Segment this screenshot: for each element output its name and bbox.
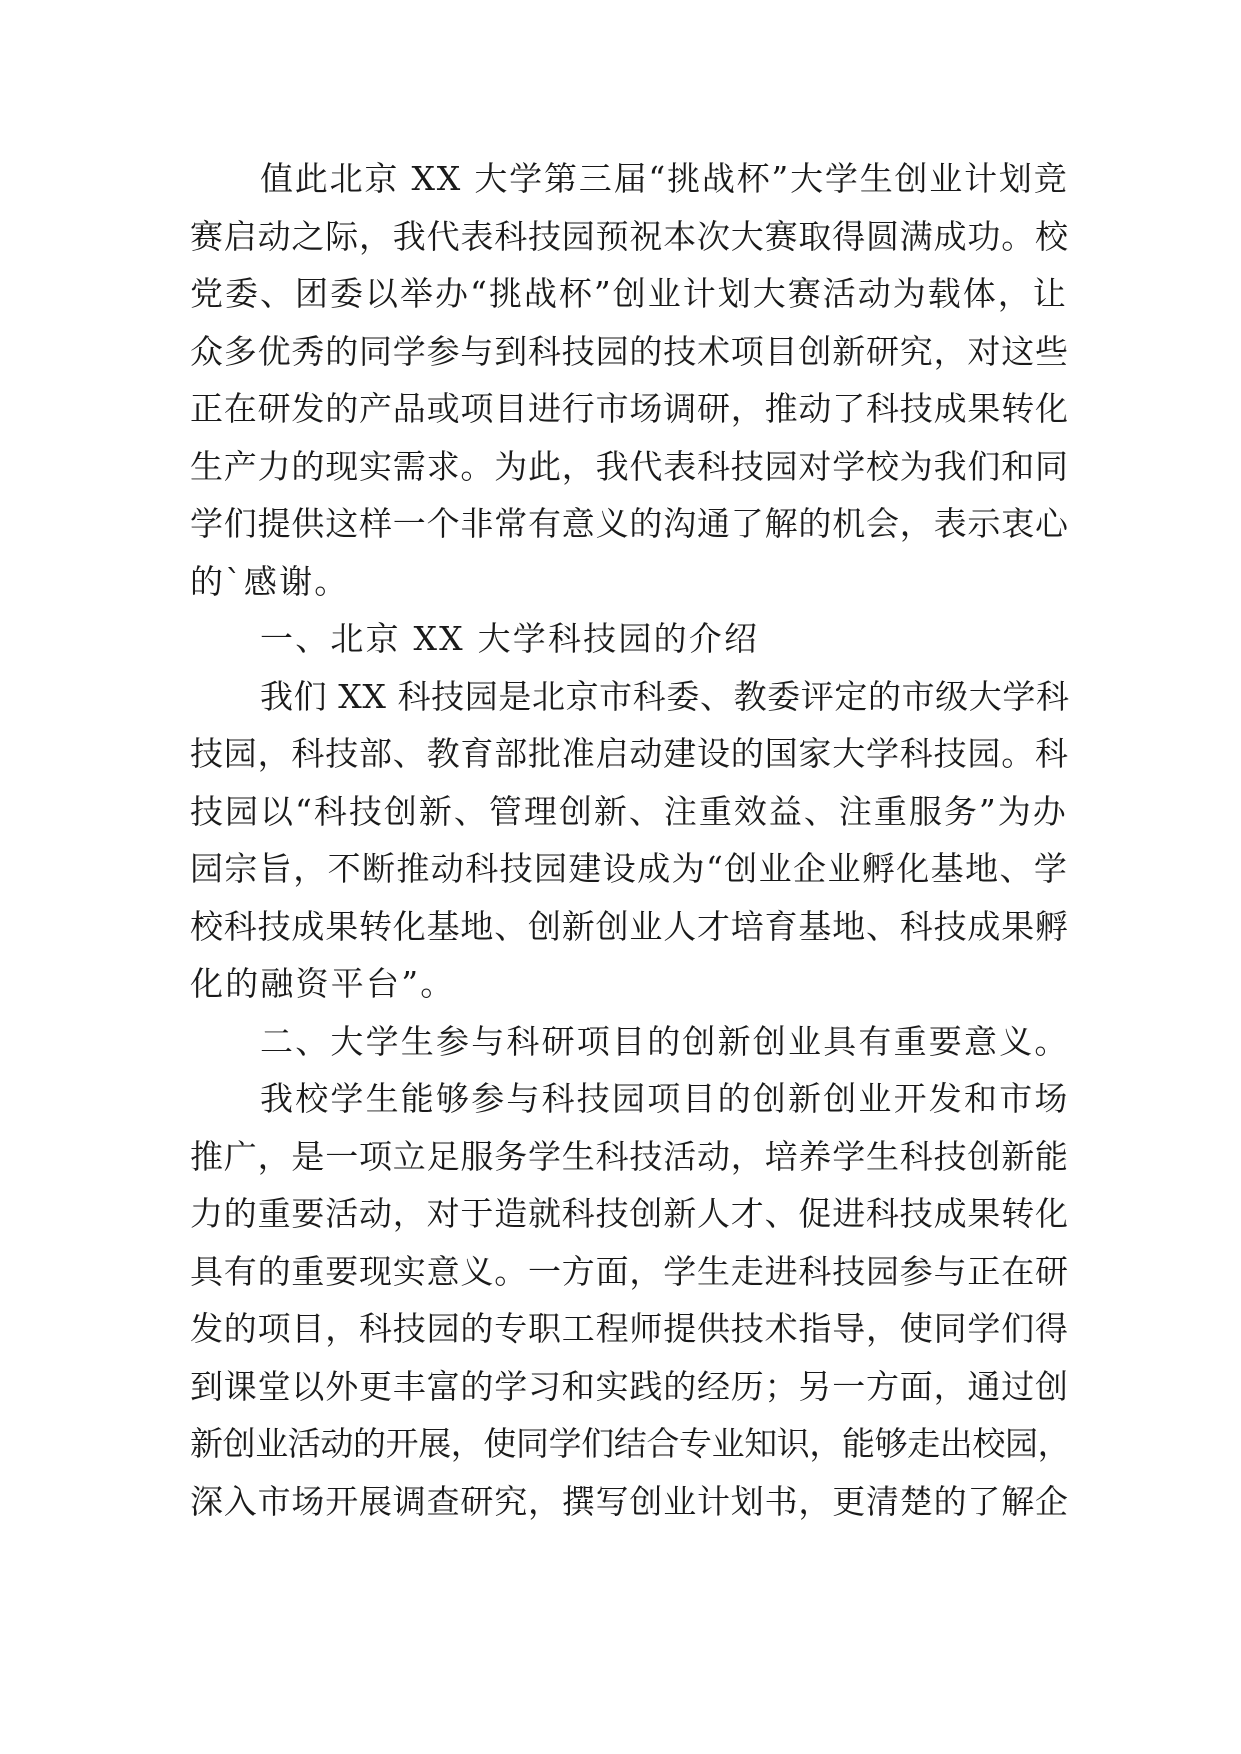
text-line: 我校学生能够参与科技园项目的创新创业开发和市场 <box>260 1079 1070 1118</box>
text-line: 力的重要活动，对于造就科技创新人才、促进科技成果转化 <box>190 1194 1069 1233</box>
text-line: 党委、团委以举办“挑战杯”创业计划大赛活动为载体，让 <box>190 274 1068 313</box>
text-line: 校科技成果转化基地、创新创业人才培育基地、科技成果孵 <box>190 906 1069 946</box>
text-line: 众多优秀的同学参与到科技园的技术项目创新研究，对这些 <box>190 331 1069 371</box>
text-line: 的`感谢。 <box>190 561 350 601</box>
text-line: 推广，是一项立足服务学生科技活动，培养学生科技创新能 <box>190 1136 1069 1176</box>
text-line: 正在研发的产品或项目进行市场调研，推动了科技成果转化 <box>190 389 1069 428</box>
text-line: 赛启动之际，我代表科技园预祝本次大赛取得圆满成功。校 <box>190 216 1069 256</box>
text-line: 深入市场开展调查研究，撰写创业计划书，更清楚的了解企 <box>190 1481 1069 1521</box>
text-line: 学们提供这样一个非常有意义的沟通了解的机会，表示衷心 <box>190 504 1069 543</box>
text-line: 化的融资平台”。 <box>190 964 456 1003</box>
section-heading: 二、大学生参与科研项目的创新创业具有重要意义。 <box>260 1021 1070 1061</box>
section-heading: 一、北京 XX 大学科技园的介绍 <box>260 619 760 658</box>
text-line: 生产力的现实需求。为此，我代表科技园对学校为我们和同 <box>190 446 1069 486</box>
text-line: 技园，科技部、教育部批准启动建设的国家大学科技园。科 <box>190 734 1069 773</box>
text-line: 园宗旨，不断推动科技园建设成为“创业企业孵化基地、学 <box>190 849 1069 888</box>
document-body <box>190 150 1070 1530</box>
text-line: 发的项目，科技园的专职工程师提供技术指导，使同学们得 <box>190 1309 1069 1348</box>
text-line: 具有的重要现实意义。一方面，学生走进科技园参与正在研 <box>190 1251 1069 1291</box>
text-line: 我们 XX 科技园是北京市科委、教委评定的市级大学科 <box>260 676 1070 716</box>
text-line: 技园以“科技创新、管理创新、注重效益、注重服务”为办 <box>190 791 1068 831</box>
text-line: 值此北京 XX 大学第三届“挑战杯”大学生创业计划竞 <box>260 159 1069 198</box>
text-line: 到课堂以外更丰富的学习和实践的经历；另一方面，通过创 <box>190 1366 1069 1406</box>
text-line: 新创业活动的开展，使同学们结合专业知识，能够走出校园， <box>190 1424 1071 1463</box>
